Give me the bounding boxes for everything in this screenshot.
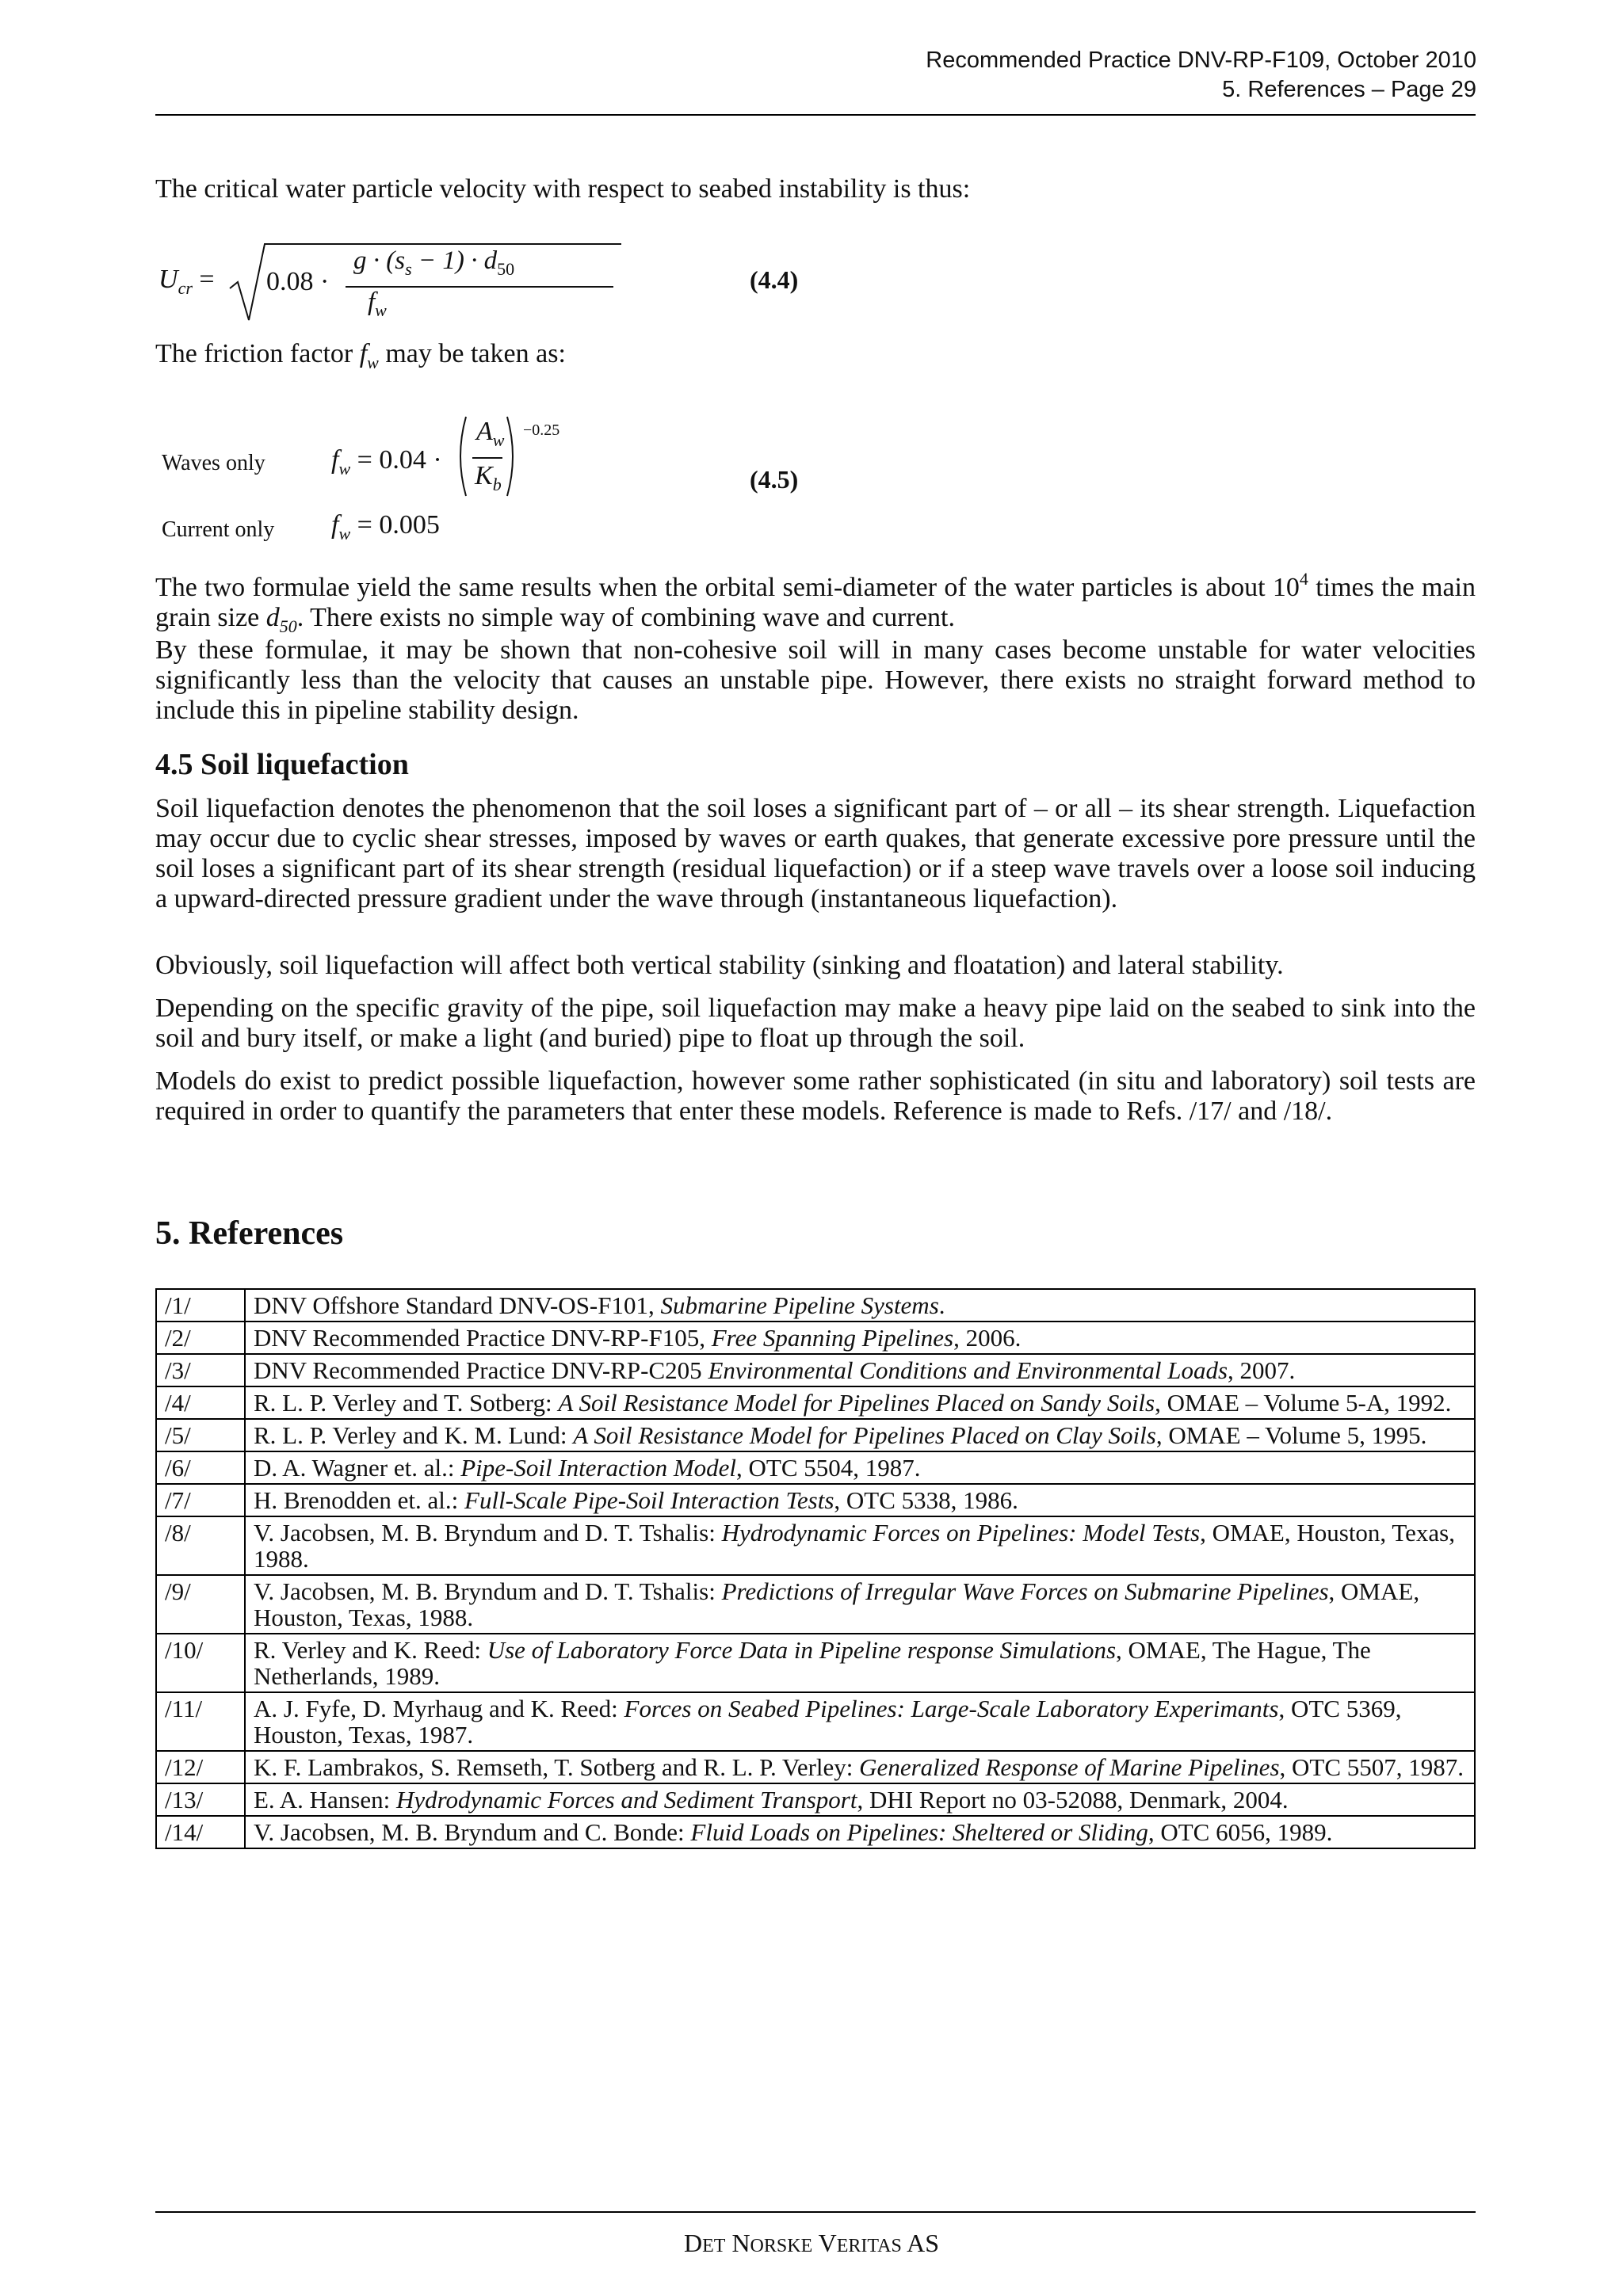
reference-source: , OMAE, Houston, Texas, 1988.	[254, 1519, 1455, 1573]
footer-rule	[155, 2211, 1476, 2213]
reference-number: /14/	[156, 1816, 245, 1848]
reference-row	[156, 1516, 1475, 1575]
reference-title: Use of Laboratory Force Data in Pipeline response Simulations	[487, 1636, 1117, 1664]
reference-row	[156, 1419, 1475, 1451]
reference-row	[156, 1816, 1475, 1848]
reference-row	[156, 1575, 1475, 1634]
reference-title: Free Spanning Pipelines	[711, 1324, 954, 1352]
reference-title: Hydrodynamic Forces on Pipelines: Model Tests	[721, 1519, 1201, 1547]
reference-row	[156, 1692, 1475, 1751]
reference-title: Forces on Seabed Pipelines: Large-Scale Laboratory Experimants	[624, 1695, 1279, 1722]
reference-citation	[245, 1419, 1475, 1451]
reference-row	[156, 1322, 1475, 1354]
reference-authors: R. L. P. Verley and K. M. Lund:	[254, 1421, 574, 1449]
reference-authors: V. Jacobsen, M. B. Bryndum and D. T. Tshalis:	[254, 1577, 722, 1605]
reference-number: /11/	[156, 1692, 245, 1751]
header-section-page: 5. References – Page 29	[1222, 77, 1476, 102]
reference-number: /13/	[156, 1783, 245, 1816]
eq45-waves-lhs: $f_w = 0.04$ ·	[331, 445, 442, 479]
reference-title: Submarine Pipeline Systems	[660, 1291, 939, 1319]
reference-source: , OTC 5507, 1987.	[1279, 1753, 1465, 1781]
reference-row	[156, 1484, 1475, 1516]
eq45-fraction-denominator: $K_b$	[475, 461, 502, 494]
reference-source: , OMAE, Houston, Texas, 1988.	[254, 1577, 1420, 1631]
reference-number: /8/	[156, 1516, 245, 1575]
eq44-numerator: $g \cdot (s_s - 1) \cdot d_{50}$	[353, 246, 515, 279]
reference-authors: A. J. Fyfe, D. Myrhaug and K. Reed:	[254, 1695, 624, 1722]
page-footer: DET NORSKE VERITAS AS	[684, 2229, 939, 2257]
header-document-title: Recommended Practice DNV-RP-F109, October 2010	[926, 48, 1476, 73]
reference-citation	[245, 1575, 1475, 1634]
reference-authors: DNV Recommended Practice DNV-RP-F105,	[254, 1324, 712, 1352]
liquefaction-paragraph-3: Depending on the specific gravity of the pipe, soil liquefaction may make a heavy pipe laid on the seabed to sink into the soil and bury itself, or make a light (and buried) pipe to float up through the soil.	[155, 994, 1476, 1053]
reference-title: A Soil Resistance Model for Pipelines Placed on Sandy Soils	[558, 1389, 1155, 1417]
references-table	[155, 1288, 1476, 1849]
reference-row	[156, 1289, 1475, 1322]
reference-number: /6/	[156, 1451, 245, 1484]
reference-row	[156, 1451, 1475, 1484]
reference-authors: DNV Offshore Standard DNV-OS-F101,	[254, 1291, 661, 1319]
eq45-current: $f_w = 0.005$	[331, 510, 440, 543]
reference-number: /3/	[156, 1354, 245, 1386]
reference-source: , OTC 5369, Houston, Texas, 1987.	[254, 1695, 1402, 1749]
reference-citation	[245, 1634, 1475, 1692]
reference-citation	[245, 1354, 1475, 1386]
eq44-constant: 0.08 ·	[266, 267, 330, 296]
reference-source: , OMAE – Volume 5, 1995.	[1155, 1421, 1427, 1449]
reference-number: /7/	[156, 1484, 245, 1516]
reference-number: /2/	[156, 1322, 245, 1354]
reference-source: , OMAE – Volume 5-A, 1992.	[1155, 1389, 1452, 1417]
reference-source: , 2006.	[953, 1324, 1022, 1352]
reference-title: Environmental Conditions and Environmental Loads	[708, 1356, 1228, 1384]
eq44-denominator: $f_w$	[368, 288, 387, 320]
reference-citation	[245, 1692, 1475, 1751]
reference-title: Hydrodynamic Forces and Sediment Transport	[395, 1786, 857, 1814]
reference-authors: DNV Recommended Practice DNV-RP-C205	[254, 1356, 708, 1384]
reference-row	[156, 1386, 1475, 1419]
friction-factor-intro: The friction factor $f_w$ may be taken as:	[155, 339, 566, 372]
reference-row	[156, 1354, 1475, 1386]
reference-citation	[245, 1322, 1475, 1354]
reference-number: /5/	[156, 1419, 245, 1451]
reference-row	[156, 1751, 1475, 1783]
reference-citation	[245, 1751, 1475, 1783]
reference-source: , OMAE, The Hague, The Netherlands, 1989.	[254, 1636, 1371, 1690]
reference-authors: K. F. Lambrakos, S. Remseth, T. Sotberg and R. L. P. Verley:	[254, 1753, 860, 1781]
eq44-lhs: $U_{cr}$ =	[158, 265, 215, 298]
reference-number: /4/	[156, 1386, 245, 1419]
reference-number: /10/	[156, 1634, 245, 1692]
reference-row	[156, 1634, 1475, 1692]
reference-number: /12/	[156, 1751, 245, 1783]
reference-title: Pipe-Soil Interaction Model	[460, 1454, 737, 1482]
reference-authors: H. Brenodden et. al.:	[254, 1486, 465, 1514]
reference-citation	[245, 1484, 1475, 1516]
reference-source: , 2007.	[1228, 1356, 1296, 1384]
orbital-paragraph: The two formulae yield the same results when the orbital semi-diameter of the water particles is about $10^4$ times the main grain size $d_{50}$. There exists no simple way of combining wave and current.	[155, 569, 1476, 636]
reference-source: .	[938, 1291, 945, 1319]
page-header	[926, 46, 1476, 105]
reference-number: /9/	[156, 1575, 245, 1634]
reference-citation	[245, 1516, 1475, 1575]
intro-paragraph: The critical water particle velocity with respect to seabed instability is thus:	[155, 174, 971, 204]
reference-source: , OTC 5504, 1987.	[736, 1454, 921, 1482]
reference-title: Full-Scale Pipe-Soil Interaction Tests	[464, 1486, 834, 1514]
current-only-label: Current only	[162, 517, 275, 542]
reference-citation	[245, 1386, 1475, 1419]
reference-citation	[245, 1816, 1475, 1848]
reference-source: , OTC 6056, 1989.	[1148, 1818, 1333, 1846]
reference-authors: V. Jacobsen, M. B. Bryndum and C. Bonde:	[254, 1818, 691, 1846]
liquefaction-paragraph-4: Models do exist to predict possible liquefaction, however some rather sophisticated (in situ and laboratory) soil tests are required in order to quantify the parameters that enter these models. Reference is made to Refs. /17/ and /18/.	[155, 1066, 1476, 1126]
formulae-paragraph: By these formulae, it may be shown that non-cohesive soil will in many cases become unstable for water velocities significantly less than the velocity that causes an unstable pipe. However, there exists no straight forward method to include this in pipeline stability design.	[155, 635, 1476, 725]
eq45-number: (4.5)	[750, 465, 799, 494]
section-heading-4-5: 4.5 Soil liquefaction	[155, 748, 409, 781]
section-heading-references: 5. References	[155, 1215, 344, 1252]
reference-title: A Soil Resistance Model for Pipelines Placed on Clay Soils	[573, 1421, 1156, 1449]
reference-authors: V. Jacobsen, M. B. Bryndum and D. T. Tshalis:	[254, 1519, 722, 1547]
reference-source: , OTC 5338, 1986.	[834, 1486, 1018, 1514]
reference-title: Predictions of Irregular Wave Forces on Submarine Pipelines	[721, 1577, 1329, 1605]
liquefaction-paragraph-1: Soil liquefaction denotes the phenomenon that the soil loses a significant part of – or all – its shear strength. Liquefaction may occur due to cyclic shear stresses, imposed by waves or earth quakes, that generate excessive pore pressure until the soil loses a significant part of its shear strength (residual liquefaction) or if a steep wave travels over a loose soil inducing a upward-directed pressure gradient under the wave through (instantaneous liquefaction).	[155, 794, 1476, 913]
reference-authors: R. L. P. Verley and T. Sotberg:	[254, 1389, 559, 1417]
eq45-exponent: −0.25	[523, 421, 560, 439]
reference-number: /1/	[156, 1289, 245, 1322]
reference-citation	[245, 1451, 1475, 1484]
liquefaction-paragraph-2: Obviously, soil liquefaction will affect both vertical stability (sinking and floatation) and lateral stability.	[155, 951, 1284, 980]
reference-authors: R. Verley and K. Reed:	[254, 1636, 487, 1664]
reference-citation	[245, 1783, 1475, 1816]
eq45-fraction-numerator: $A_w$	[476, 417, 505, 450]
reference-authors: E. A. Hansen:	[254, 1786, 396, 1814]
waves-only-label: Waves only	[162, 451, 265, 475]
reference-row	[156, 1783, 1475, 1816]
reference-citation	[245, 1289, 1475, 1322]
header-rule	[155, 114, 1476, 116]
reference-source: , DHI Report no 03-52088, Denmark, 2004.	[857, 1786, 1289, 1814]
reference-title: Fluid Loads on Pipelines: Sheltered or Sliding	[690, 1818, 1148, 1846]
reference-authors: D. A. Wagner et. al.:	[254, 1454, 461, 1482]
reference-title: Generalized Response of Marine Pipelines	[859, 1753, 1280, 1781]
eq44-number: (4.4)	[750, 265, 799, 294]
